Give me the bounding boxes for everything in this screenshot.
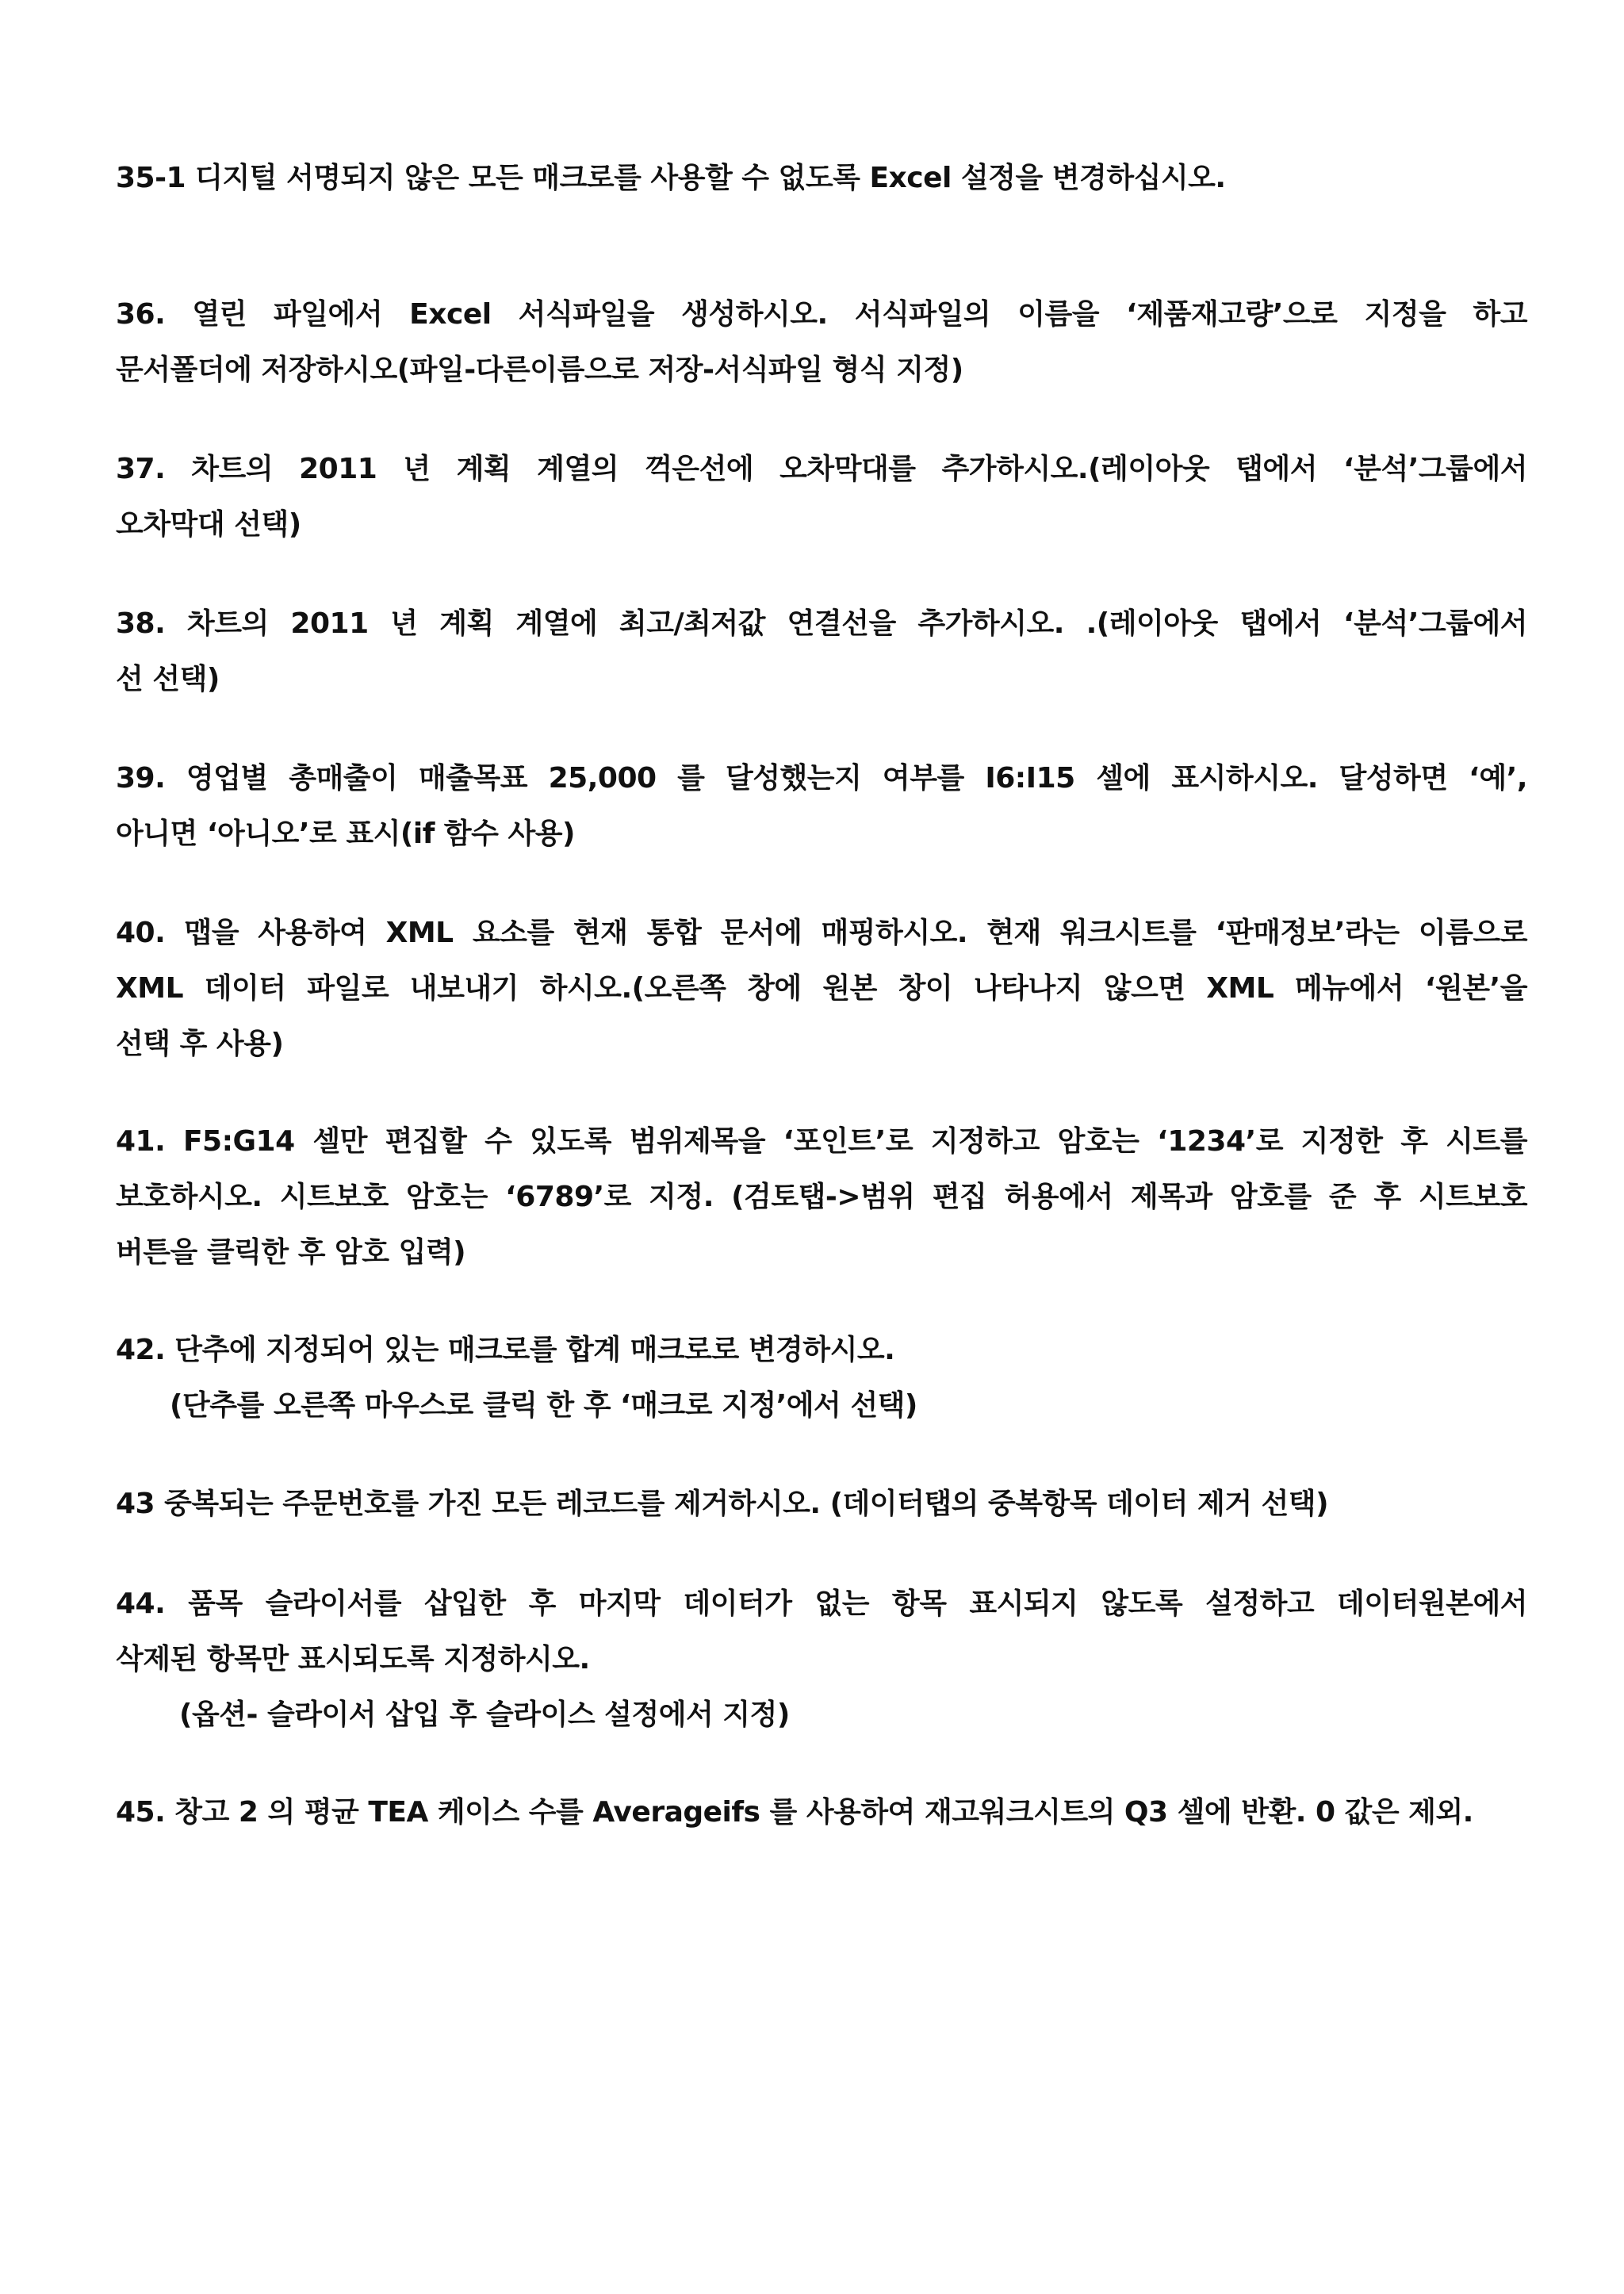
question-45	[116, 1785, 1527, 1840]
question-42	[116, 1323, 1527, 1434]
question-37-line-1: 37. 차트의 2011 년 계획 계열의 꺽은선에 오차막대를 추가하시오.(레이아웃 탭에서 ‘분석’그룹에서	[116, 453, 1527, 485]
question-44-line-3: (옵션- 슬라이서 삽입 후 슬라이스 설정에서 지정)	[179, 1698, 790, 1731]
question-41	[116, 1114, 1527, 1281]
question-36-line-1: 36. 열린 파일에서 Excel 서식파일을 생성하시오. 서식파일의 이름을 ‘제품재고량’으로 지정을 하고	[116, 298, 1527, 331]
question-41-line-2: 보호하시오. 시트보호 암호는 ‘6789’로 지정. (검토탭->범위 편집 허용에서 제목과 암호를 준 후 시트보호	[116, 1181, 1527, 1213]
question-43	[116, 1476, 1527, 1532]
question-44-line-1: 44. 품목 슬라이서를 삽입한 후 마지막 데이터가 없는 항목 표시되지 않도록 설정하고 데이터원본에서	[116, 1587, 1527, 1620]
question-44-line-2: 삭제된 항목만 표시되도록 지정하시오.	[116, 1643, 590, 1676]
question-41-line-3: 버튼을 클릭한 후 암호 입력)	[116, 1236, 466, 1269]
question-39-line-2: 아니면 ‘아니오’로 표시(if 함수 사용)	[116, 818, 575, 850]
question-38-line-2: 선 선택)	[116, 663, 220, 695]
question-41-line-1: 41. F5:G14 셀만 편집할 수 있도록 범위제목을 ‘포인트’로 지정하고 암호는 ‘1234’로 지정한 후 시트를	[116, 1125, 1527, 1158]
question-38	[116, 596, 1527, 707]
question-44	[116, 1576, 1527, 1743]
question-35-1-line-1: 35-1 디지털 서명되지 않은 모든 매크로를 사용할 수 없도록 Excel 설정을 변경하십시오.	[116, 162, 1226, 194]
question-38-line-1: 38. 차트의 2011 년 계획 계열에 최고/최저값 연결선을 추가하시오. .(레이아웃 탭에서 ‘분석’그룹에서	[116, 607, 1527, 640]
question-37	[116, 442, 1527, 553]
question-36-line-2: 문서폴더에 저장하시오(파일-다른이름으로 저장-서식파일 형식 지정)	[116, 354, 963, 386]
question-40-line-1: 40. 맵을 사용하여 XML 요소를 현재 통합 문서에 매핑하시오. 현재 워크시트를 ‘판매정보’라는 이름으로	[116, 917, 1527, 949]
question-36	[116, 287, 1527, 398]
question-39	[116, 751, 1527, 862]
question-39-line-1: 39. 영업별 총매출이 매출목표 25,000 를 달성했는지 여부를 I6:I15 셀에 표시하시오. 달성하면 ‘예’,	[116, 762, 1527, 795]
question-45-line-1: 45. 창고 2 의 평균 TEA 케이스 수를 Averageifs 를 사용하여 재고워크시트의 Q3 셀에 반환. 0 값은 제외.	[116, 1796, 1473, 1829]
question-40-line-3: 선택 후 사용)	[116, 1028, 284, 1060]
question-43-line-1: 43 중복되는 주문번호를 가진 모든 레코드를 제거하시오. (데이터탭의 중복항목 데이터 제거 선택)	[116, 1488, 1329, 1520]
question-40	[116, 906, 1527, 1072]
question-42-line-2: (단추를 오른쪽 마우스로 클릭 한 후 ‘매크로 지정’에서 선택)	[170, 1389, 917, 1422]
question-35-1	[116, 151, 1527, 206]
question-37-line-2: 오차막대 선택)	[116, 508, 301, 541]
question-42-line-1: 42. 단추에 지정되어 있는 매크로를 합계 매크로로 변경하시오.	[116, 1334, 895, 1366]
question-40-line-2: XML 데이터 파일로 내보내기 하시오.(오른쪽 창에 원본 창이 나타나지 않으면 XML 메뉴에서 ‘원본’을	[116, 972, 1527, 1005]
